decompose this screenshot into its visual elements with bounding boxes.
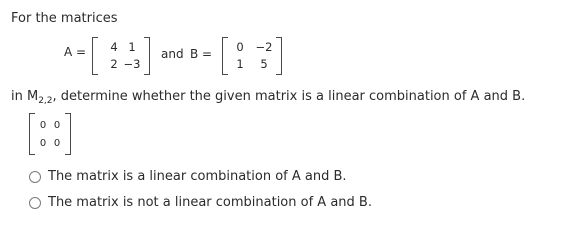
option-label[interactable]: The matrix is not a linear combination of A and B. [48, 195, 372, 210]
matrix-b-cell: −2 [255, 40, 273, 54]
question-post: , determine whether the given matrix is a linear combination of A and B. [52, 89, 526, 104]
radio-button[interactable] [29, 197, 41, 209]
target-matrix-cell: 0 [39, 138, 47, 149]
option-row-linear-combination[interactable] [29, 169, 347, 184]
matrix-a-cell: 4 [110, 40, 118, 54]
question-subscript: 2,2 [38, 96, 53, 106]
target-matrix-cell: 0 [53, 120, 61, 131]
target-matrix-cell: 0 [53, 138, 61, 149]
matrix-a-left-bracket [92, 37, 98, 75]
matrix-b-cell: 0 [236, 40, 244, 54]
matrix-a-cell: 1 [128, 40, 136, 54]
target-matrix-cell: 0 [39, 120, 47, 131]
matrix-b [222, 37, 282, 75]
radio-button[interactable] [29, 171, 41, 183]
target-matrix [29, 113, 71, 155]
intro-text: For the matrices [11, 11, 118, 26]
matrix-b-cell: 5 [260, 57, 268, 71]
matrix-a-label: A = [64, 45, 87, 59]
question-pre: in M [11, 89, 39, 104]
matrix-a-cell: 2 [110, 57, 118, 71]
matrix-b-label: B = [190, 47, 213, 61]
option-row-not-linear-combination[interactable] [29, 195, 372, 210]
matrix-b-right-bracket [276, 37, 282, 75]
matrix-a-right-bracket [144, 37, 150, 75]
question-text [11, 89, 525, 104]
conjunction-text: and [161, 47, 184, 61]
matrix-a-cell: −3 [123, 57, 141, 71]
matrix-b-cell: 1 [236, 57, 244, 71]
option-label[interactable]: The matrix is a linear combination of A and B. [48, 169, 347, 184]
matrix-a [92, 37, 150, 75]
